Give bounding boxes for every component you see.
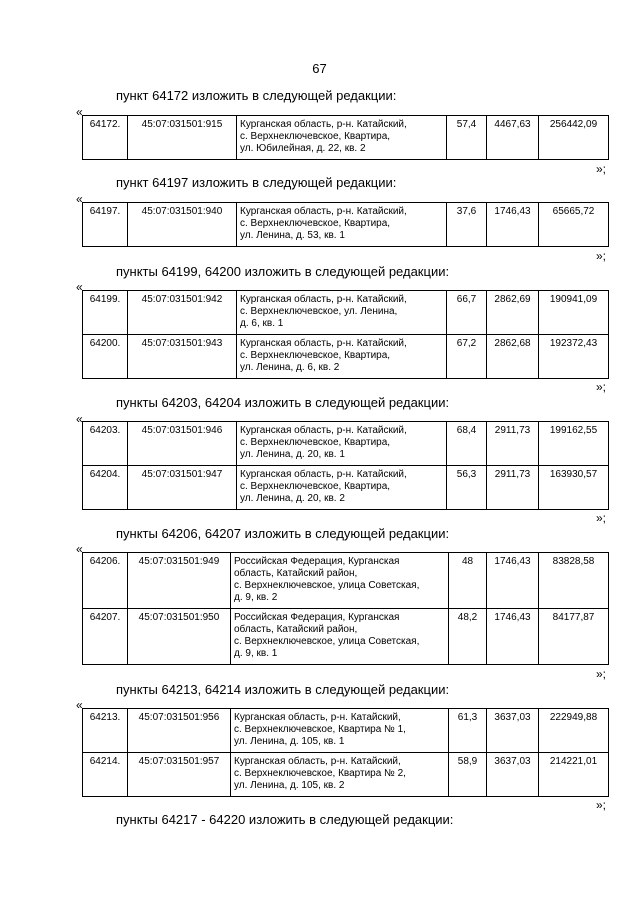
cadastral-value: 256442,09 bbox=[539, 116, 609, 160]
table-row bbox=[83, 609, 609, 665]
rate: 2862,68 bbox=[487, 335, 539, 379]
item-number: 64200. bbox=[83, 335, 128, 379]
section-heading: пункты 64199, 64200 изложить в следующей редакции: bbox=[116, 264, 450, 279]
address: Курганская область, р-н. Катайский, с. Верхнеключевское, Квартира № 1, ул. Ленина, д. 105, кв. 1 bbox=[231, 709, 449, 753]
table-row bbox=[83, 466, 609, 510]
table-row bbox=[83, 709, 609, 753]
section-heading: пункты 64213, 64214 изложить в следующей редакции: bbox=[116, 682, 450, 697]
item-number: 64172. bbox=[83, 116, 128, 160]
address: Курганская область, р-н. Катайский, с. Верхнеключевское, ул. Ленина, д. 6, кв. 1 bbox=[237, 291, 447, 335]
area: 37,6 bbox=[447, 203, 487, 247]
item-number: 64203. bbox=[83, 422, 128, 466]
rate: 1746,43 bbox=[487, 609, 539, 665]
cadastral-number: 45:07:031501:947 bbox=[128, 466, 237, 510]
record-table bbox=[82, 202, 609, 247]
address: Курганская область, р-н. Катайский, с. Верхнеключевское, Квартира, ул. Юбилейная, д. 22, кв. 2 bbox=[237, 116, 447, 160]
close-quote: »; bbox=[596, 798, 607, 812]
section-heading: пункт 64172 изложить в следующей редакции: bbox=[116, 88, 397, 103]
address: Курганская область, р-н. Катайский, с. Верхнеключевское, Квартира № 2, ул. Ленина, д. 105, кв. 2 bbox=[231, 753, 449, 797]
area: 56,3 bbox=[447, 466, 487, 510]
table-row bbox=[83, 553, 609, 609]
open-quote: « bbox=[76, 280, 83, 294]
open-quote: « bbox=[76, 412, 83, 426]
close-quote: »; bbox=[596, 667, 607, 681]
table-row bbox=[83, 753, 609, 797]
rate: 3637,03 bbox=[487, 753, 539, 797]
section-heading: пункты 64203, 64204 изложить в следующей редакции: bbox=[116, 395, 450, 410]
item-number: 64206. bbox=[83, 553, 128, 609]
cadastral-value: 222949,88 bbox=[539, 709, 609, 753]
table-row bbox=[83, 291, 609, 335]
close-quote: »; bbox=[596, 249, 607, 263]
cadastral-value: 190941,09 bbox=[539, 291, 609, 335]
close-quote: »; bbox=[596, 162, 607, 176]
cadastral-value: 83828,58 bbox=[539, 553, 609, 609]
section-heading: пункт 64197 изложить в следующей редакции: bbox=[116, 175, 397, 190]
open-quote: « bbox=[76, 698, 83, 712]
address: Курганская область, р-н. Катайский, с. Верхнеключевское, Квартира, ул. Ленина, д. 53, кв. 1 bbox=[237, 203, 447, 247]
address: Курганская область, р-н. Катайский, с. Верхнеключевское, Квартира, ул. Ленина, д. 20, кв. 1 bbox=[237, 422, 447, 466]
table-row bbox=[83, 116, 609, 160]
cadastral-number: 45:07:031501:957 bbox=[128, 753, 231, 797]
cadastral-number: 45:07:031501:943 bbox=[128, 335, 237, 379]
area: 61,3 bbox=[449, 709, 487, 753]
address: Курганская область, р-н. Катайский, с. Верхнеключевское, Квартира, ул. Ленина, д. 20, кв. 2 bbox=[237, 466, 447, 510]
address: Российская Федерация, Курганская область, Катайский район, с. Верхнеключевское, улица Советская, д. 9, кв. 1 bbox=[231, 609, 449, 665]
close-quote: »; bbox=[596, 380, 607, 394]
cadastral-value: 199162,55 bbox=[539, 422, 609, 466]
record-table bbox=[82, 421, 609, 510]
cadastral-number: 45:07:031501:956 bbox=[128, 709, 231, 753]
cadastral-value: 163930,57 bbox=[539, 466, 609, 510]
cadastral-number: 45:07:031501:940 bbox=[128, 203, 237, 247]
table-row bbox=[83, 203, 609, 247]
section-heading: пункты 64217 - 64220 изложить в следующей редакции: bbox=[116, 812, 454, 827]
record-table bbox=[82, 290, 609, 379]
item-number: 64199. bbox=[83, 291, 128, 335]
cadastral-value: 84177,87 bbox=[539, 609, 609, 665]
table-row bbox=[83, 422, 609, 466]
open-quote: « bbox=[76, 105, 83, 119]
area: 58,9 bbox=[449, 753, 487, 797]
cadastral-value: 192372,43 bbox=[539, 335, 609, 379]
close-quote: »; bbox=[596, 511, 607, 525]
item-number: 64207. bbox=[83, 609, 128, 665]
area: 48,2 bbox=[449, 609, 487, 665]
record-table bbox=[82, 708, 609, 797]
cadastral-number: 45:07:031501:946 bbox=[128, 422, 237, 466]
rate: 1746,43 bbox=[487, 203, 539, 247]
item-number: 64204. bbox=[83, 466, 128, 510]
item-number: 64213. bbox=[83, 709, 128, 753]
section-heading: пункты 64206, 64207 изложить в следующей редакции: bbox=[116, 526, 450, 541]
rate: 1746,43 bbox=[487, 553, 539, 609]
item-number: 64197. bbox=[83, 203, 128, 247]
address: Российская Федерация, Курганская область, Катайский район, с. Верхнеключевское, улица Советская, д. 9, кв. 2 bbox=[231, 553, 449, 609]
area: 67,2 bbox=[447, 335, 487, 379]
cadastral-value: 214221,01 bbox=[539, 753, 609, 797]
rate: 2911,73 bbox=[487, 422, 539, 466]
area: 68,4 bbox=[447, 422, 487, 466]
item-number: 64214. bbox=[83, 753, 128, 797]
open-quote: « bbox=[76, 192, 83, 206]
area: 48 bbox=[449, 553, 487, 609]
table-row bbox=[83, 335, 609, 379]
rate: 3637,03 bbox=[487, 709, 539, 753]
cadastral-number: 45:07:031501:950 bbox=[128, 609, 231, 665]
record-table bbox=[82, 552, 609, 665]
area: 57,4 bbox=[447, 116, 487, 160]
rate: 2911,73 bbox=[487, 466, 539, 510]
cadastral-number: 45:07:031501:915 bbox=[128, 116, 237, 160]
address: Курганская область, р-н. Катайский, с. Верхнеключевское, Квартира, ул. Ленина, д. 6, кв. 2 bbox=[237, 335, 447, 379]
record-table bbox=[82, 115, 609, 160]
page-number: 67 bbox=[312, 61, 327, 76]
cadastral-number: 45:07:031501:942 bbox=[128, 291, 237, 335]
cadastral-number: 45:07:031501:949 bbox=[128, 553, 231, 609]
area: 66,7 bbox=[447, 291, 487, 335]
rate: 4467,63 bbox=[487, 116, 539, 160]
open-quote: « bbox=[76, 542, 83, 556]
cadastral-value: 65665,72 bbox=[539, 203, 609, 247]
rate: 2862,69 bbox=[487, 291, 539, 335]
